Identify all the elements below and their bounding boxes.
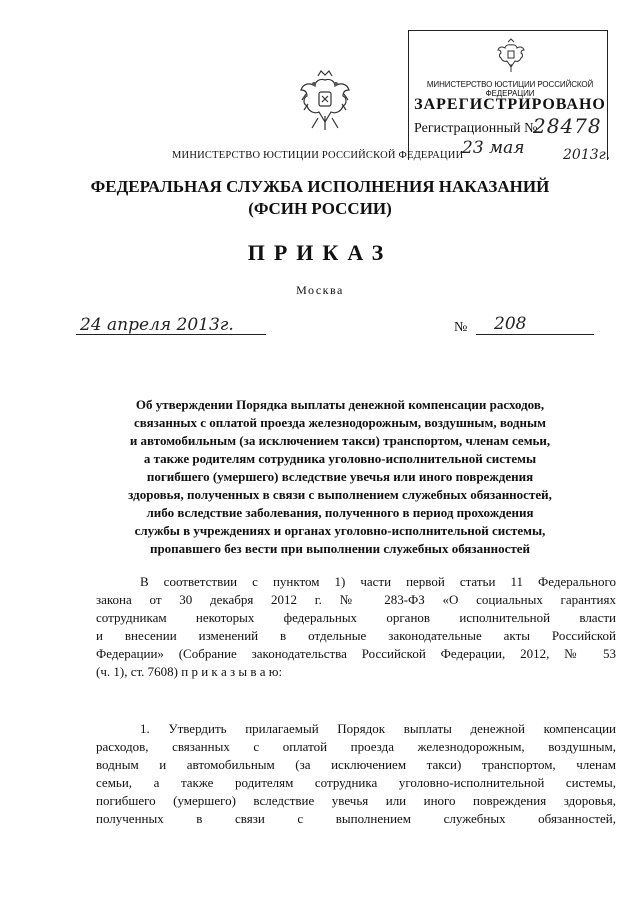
paragraph-line: В соответствии с пунктом 1) части первой статьи 11 Федерального (140, 574, 616, 589)
stamp-coat-of-arms-icon (496, 38, 526, 74)
date-underline (76, 334, 266, 335)
stamp-registration-number-label: Регистрационный № (414, 121, 538, 136)
city-label: Москва (296, 283, 344, 297)
stamp-registration-year: 2013г. (563, 147, 611, 163)
title-line: здоровья, полученных в связи с выполнением служебных обязанностей, (128, 487, 552, 502)
stamp-registration-number: 28478 (533, 114, 602, 138)
paragraph-line: закона от 30 декабря 2012 г. № 283-ФЗ «О социальных гарантиях (96, 592, 616, 607)
paragraph-line: семьи, а также родителям сотрудника уголовно-исполнительной системы, (96, 775, 616, 790)
title-line: Об утверждении Порядка выплаты денежной компенсации расходов, (135, 397, 545, 412)
paragraph-line: Федерации» (Собрание законодательства Российской Федерации, 2012, № 53 (96, 646, 616, 661)
order-number-sign: № (454, 320, 468, 335)
coat-of-arms-icon (296, 66, 354, 138)
title-line: службы в учреждениях и органах уголовно-исполнительной системы, (134, 523, 546, 538)
paragraph-line: расходов, связанных с оплатой проезда железнодорожным, воздушным, (96, 739, 616, 754)
paragraph-line: водным и автомобильным (за исключением такси) транспортом, членам (96, 757, 616, 772)
ministry-heading: МИНИСТЕРСТВО ЮСТИЦИИ РОССИЙСКОЙ ФЕДЕРАЦИИ (172, 150, 464, 161)
title-line: и автомобильным (за исключением такси) транспортом, членам семьи, (129, 433, 551, 448)
order-title: ПРИКАЗ (247, 240, 393, 265)
paragraph-line: погибшего (умершего) вследствие увечья или иного повреждения здоровья, (96, 793, 616, 808)
title-line: погибшего (умершего) вследствие увечья или иного повреждения (146, 469, 534, 484)
preamble-paragraph (96, 573, 616, 681)
number-underline (476, 334, 594, 335)
stamp-registration-date: 23 мая (462, 138, 525, 158)
title-line: связанных с оплатой проезда железнодорожным, воздушным, водным (134, 415, 546, 430)
paragraph-line: и внесении изменений в отдельные законодательные акты Российской (96, 628, 616, 643)
service-short-name: (ФСИН РОССИИ) (248, 199, 392, 218)
paragraph-line: (ч. 1), ст. 7608) п р и к а з ы в а ю: (96, 664, 283, 679)
title-line: пропавшего без вести при выполнении служебных обязанностей (149, 541, 531, 556)
title-line: а также родителям сотрудника уголовно-исполнительной системы (143, 451, 537, 466)
item-1-paragraph (96, 720, 616, 828)
stamp-ministry-label: МИНИСТЕРСТВО ЮСТИЦИИ РОССИЙСКОЙ ФЕДЕРАЦИИ (426, 80, 594, 98)
stamp-registered-label: ЗАРЕГИСТРИРОВАНО (414, 96, 606, 113)
document-title (70, 396, 610, 558)
paragraph-line: сотрудникам некоторых федеральных органов исполнительной власти (96, 610, 616, 625)
order-date: 24 апреля 2013г. (80, 315, 234, 335)
paragraph-line: полученных в связи с выполнением служебных обязанностей, (96, 811, 616, 826)
service-name-heading: ФЕДЕРАЛЬНАЯ СЛУЖБА ИСПОЛНЕНИЯ НАКАЗАНИЙ (90, 177, 550, 196)
order-number: 208 (494, 314, 527, 334)
title-line: либо вследствие заболевания, полученного в период прохождения (146, 505, 534, 520)
paragraph-line: 1. Утвердить прилагаемый Порядок выплаты денежной компенсации (140, 721, 616, 736)
